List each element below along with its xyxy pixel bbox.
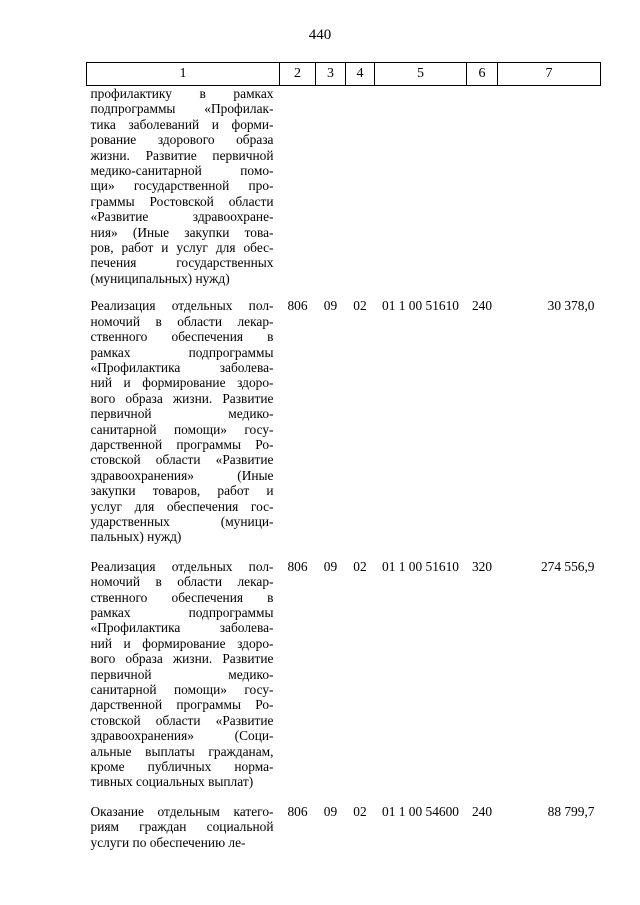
description-line: стовской области «Развитие bbox=[90, 712, 274, 728]
table-body bbox=[87, 86, 601, 861]
table-row bbox=[87, 800, 601, 860]
description-line: ний и формирование здоро- bbox=[90, 375, 274, 391]
header-col-6: 6 bbox=[467, 63, 498, 86]
table-row bbox=[87, 294, 601, 555]
description-line: рамках подпрограммы bbox=[90, 344, 274, 360]
description-line: «Профилактика заболева- bbox=[90, 620, 274, 636]
description-line: профилактику в рамках bbox=[90, 86, 274, 101]
description-line: закупки товаров, работ и bbox=[90, 483, 274, 499]
description-line: подпрограммы «Профилак- bbox=[90, 101, 274, 117]
description-line: ственного обеспечения в bbox=[90, 589, 274, 605]
page-number: 440 bbox=[308, 27, 332, 43]
description-line: здравоохранения» (Иные bbox=[90, 467, 274, 483]
description-line: ственного обеспечения в bbox=[90, 329, 274, 345]
expense-type-code: 240 bbox=[471, 803, 493, 819]
header-col-1: 1 bbox=[87, 63, 280, 86]
amount: 88 799,7 bbox=[547, 803, 595, 819]
header-col-5: 5 bbox=[375, 63, 467, 86]
description-line: ния» (Иные закупки това- bbox=[90, 224, 274, 240]
expense-type-code bbox=[467, 86, 498, 295]
description-line: дарственной программы Ро- bbox=[90, 436, 274, 452]
row-description bbox=[87, 555, 280, 800]
description-line: щи» государственной про- bbox=[90, 178, 274, 194]
ministry-code: 806 bbox=[287, 558, 308, 574]
description-line: вого образа жизни. Развитие bbox=[90, 390, 274, 406]
description-line: ний и формирование здоро- bbox=[90, 635, 274, 651]
description-line: здравоохранения» (Соци- bbox=[90, 728, 274, 744]
ministry-code: 806 bbox=[287, 803, 308, 819]
header-col-4: 4 bbox=[346, 63, 375, 86]
description-line: печения государственных bbox=[90, 255, 274, 271]
description-line: рование здорового образа bbox=[90, 132, 274, 148]
budget-table bbox=[86, 62, 601, 860]
subsection-code: 02 bbox=[353, 803, 367, 819]
description-line: ударственных (муници- bbox=[90, 513, 274, 529]
description-line: пальных) нужд) bbox=[90, 529, 182, 545]
table-header-row bbox=[87, 63, 601, 86]
description-line: альные выплаты гражданам, bbox=[90, 743, 274, 759]
table-row bbox=[87, 555, 601, 800]
target-article-code: 01 1 00 54600 bbox=[382, 803, 459, 819]
description-line: «Профилактика заболева- bbox=[90, 359, 274, 375]
header-col-3: 3 bbox=[316, 63, 346, 86]
expense-type-code: 240 bbox=[471, 298, 493, 314]
description-line: стовской области «Развитие bbox=[90, 452, 274, 468]
description-line: услуги по обеспечению ле- bbox=[90, 834, 246, 850]
section-code bbox=[316, 86, 346, 295]
description-line: «Развитие здравоохране- bbox=[90, 209, 274, 225]
description-line: рамках подпрограммы bbox=[90, 605, 274, 620]
description-line: Оказание отдельным катего- bbox=[90, 803, 274, 819]
row-description bbox=[87, 800, 280, 860]
row-description bbox=[87, 86, 280, 295]
description-line: кроме публичных норма- bbox=[90, 759, 274, 775]
table-row bbox=[87, 86, 601, 295]
description-line: первичной медико- bbox=[90, 666, 274, 682]
amount: 274 556,9 bbox=[540, 558, 595, 574]
target-article-code bbox=[375, 86, 467, 295]
description-line: граммы Ростовской области bbox=[90, 193, 274, 209]
description-line: санитарной помощи» госу- bbox=[90, 682, 274, 698]
description-line: медико-санитарной помо- bbox=[90, 163, 274, 179]
ministry-code: 806 bbox=[287, 298, 308, 314]
section-code: 09 bbox=[323, 558, 338, 574]
row-description bbox=[87, 294, 280, 555]
description-line: первичной медико- bbox=[90, 406, 274, 422]
target-article-code: 01 1 00 51610 bbox=[382, 558, 459, 574]
description-line: дарственной программы Ро- bbox=[90, 697, 274, 713]
ministry-code bbox=[280, 86, 316, 295]
description-line: жизни. Развитие первичной bbox=[90, 147, 274, 163]
description-line: тика заболеваний и форми- bbox=[90, 116, 274, 132]
description-line: Реализация отдельных пол- bbox=[90, 558, 274, 574]
description-line: услуг для обеспечения гос- bbox=[90, 498, 274, 514]
subsection-code: 02 bbox=[353, 298, 367, 314]
description-line: номочий в области лекар- bbox=[90, 574, 274, 590]
subsection-code: 02 bbox=[353, 558, 367, 574]
amount bbox=[498, 86, 601, 295]
header-col-2: 2 bbox=[280, 63, 316, 86]
expense-type-code: 320 bbox=[471, 558, 493, 574]
description-line: номочий в области лекар- bbox=[90, 313, 274, 329]
amount: 30 378,0 bbox=[547, 298, 595, 314]
description-line: вого образа жизни. Развитие bbox=[90, 651, 274, 667]
description-line: тивных социальных выплат) bbox=[90, 774, 254, 790]
subsection-code bbox=[346, 86, 375, 295]
description-line: (муниципальных) нужд) bbox=[90, 270, 230, 286]
description-line: санитарной помощи» госу- bbox=[90, 421, 274, 437]
target-article-code: 01 1 00 51610 bbox=[382, 298, 459, 314]
description-line: ров, работ и услуг для обес- bbox=[90, 240, 274, 256]
section-code: 09 bbox=[323, 803, 338, 819]
header-col-7: 7 bbox=[498, 63, 601, 86]
description-line: риям граждан социальной bbox=[90, 819, 274, 835]
section-code: 09 bbox=[323, 298, 338, 314]
description-line: Реализация отдельных пол- bbox=[90, 298, 274, 314]
